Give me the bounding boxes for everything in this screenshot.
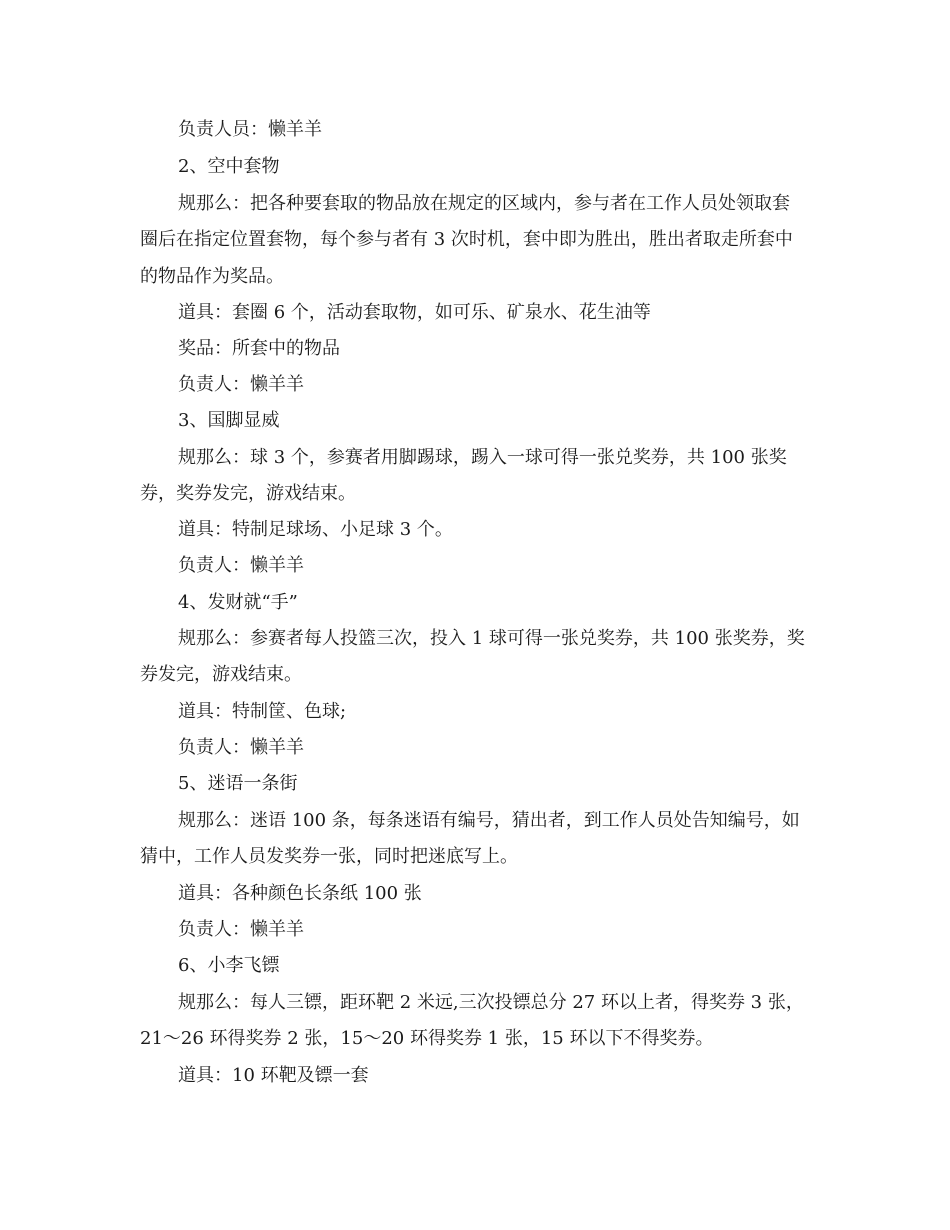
text-line: 道具：各种颜色长条纸 100 张: [178, 883, 422, 904]
text-line: 负责人：懒羊羊: [178, 919, 304, 940]
text-line: 规那么：把各种要套取的物品放在规定的区域内，参与者在工作人员处领取套: [178, 193, 790, 214]
section-heading: 2、空中套物: [178, 156, 280, 177]
text-line: 负责人：懒羊羊: [178, 374, 304, 395]
text-line: 21～26 环得奖券 2 张，15～20 环得奖券 1 张，15 环以下不得奖券。: [140, 1028, 714, 1049]
text-line: 负责人：懒羊羊: [178, 737, 304, 758]
text-line: 道具：10 环靶及镖一套: [178, 1065, 369, 1086]
text-line: 规那么：迷语 100 条，每条迷语有编号，猜出者，到工作人员处告知编号，如: [178, 810, 800, 831]
text-line: 券，奖券发完，游戏结束。: [140, 483, 356, 504]
section-heading: 4、发财就“手”: [178, 592, 298, 613]
text-line: 券发完，游戏结束。: [140, 664, 302, 685]
section-heading: 3、国脚显威: [178, 410, 280, 431]
text-line: 道具：套圈 6 个，活动套取物，如可乐、矿泉水、花生油等: [178, 302, 651, 323]
text-line: 圈后在指定位置套物，每个参与者有 3 次时机，套中即为胜出，胜出者取走所套中: [140, 229, 793, 250]
text-line: 猜中，工作人员发奖券一张，同时把迷底写上。: [140, 846, 518, 867]
text-line: 规那么：每人三镖，距环靶 2 米远,三次投镖总分 27 环以上者，得奖券 3 张，: [178, 992, 804, 1013]
text-line: 规那么：球 3 个，参赛者用脚踢球，踢入一球可得一张兑奖券，共 100 张奖: [178, 447, 787, 468]
section-heading: 5、迷语一条街: [178, 773, 298, 794]
text-line: 奖品：所套中的物品: [178, 338, 340, 359]
text-line: 负责人员：懒羊羊: [178, 119, 322, 140]
text-line: 规那么：参赛者每人投篮三次，投入 1 球可得一张兑奖券，共 100 张奖券，奖: [178, 628, 805, 649]
text-line: 的物品作为奖品。: [140, 266, 284, 287]
text-line: 道具：特制足球场、小足球 3 个。: [178, 519, 453, 540]
text-line: 道具：特制筐、色球;: [178, 701, 347, 722]
section-heading: 6、小李飞镖: [178, 955, 280, 976]
text-line: 负责人：懒羊羊: [178, 555, 304, 576]
